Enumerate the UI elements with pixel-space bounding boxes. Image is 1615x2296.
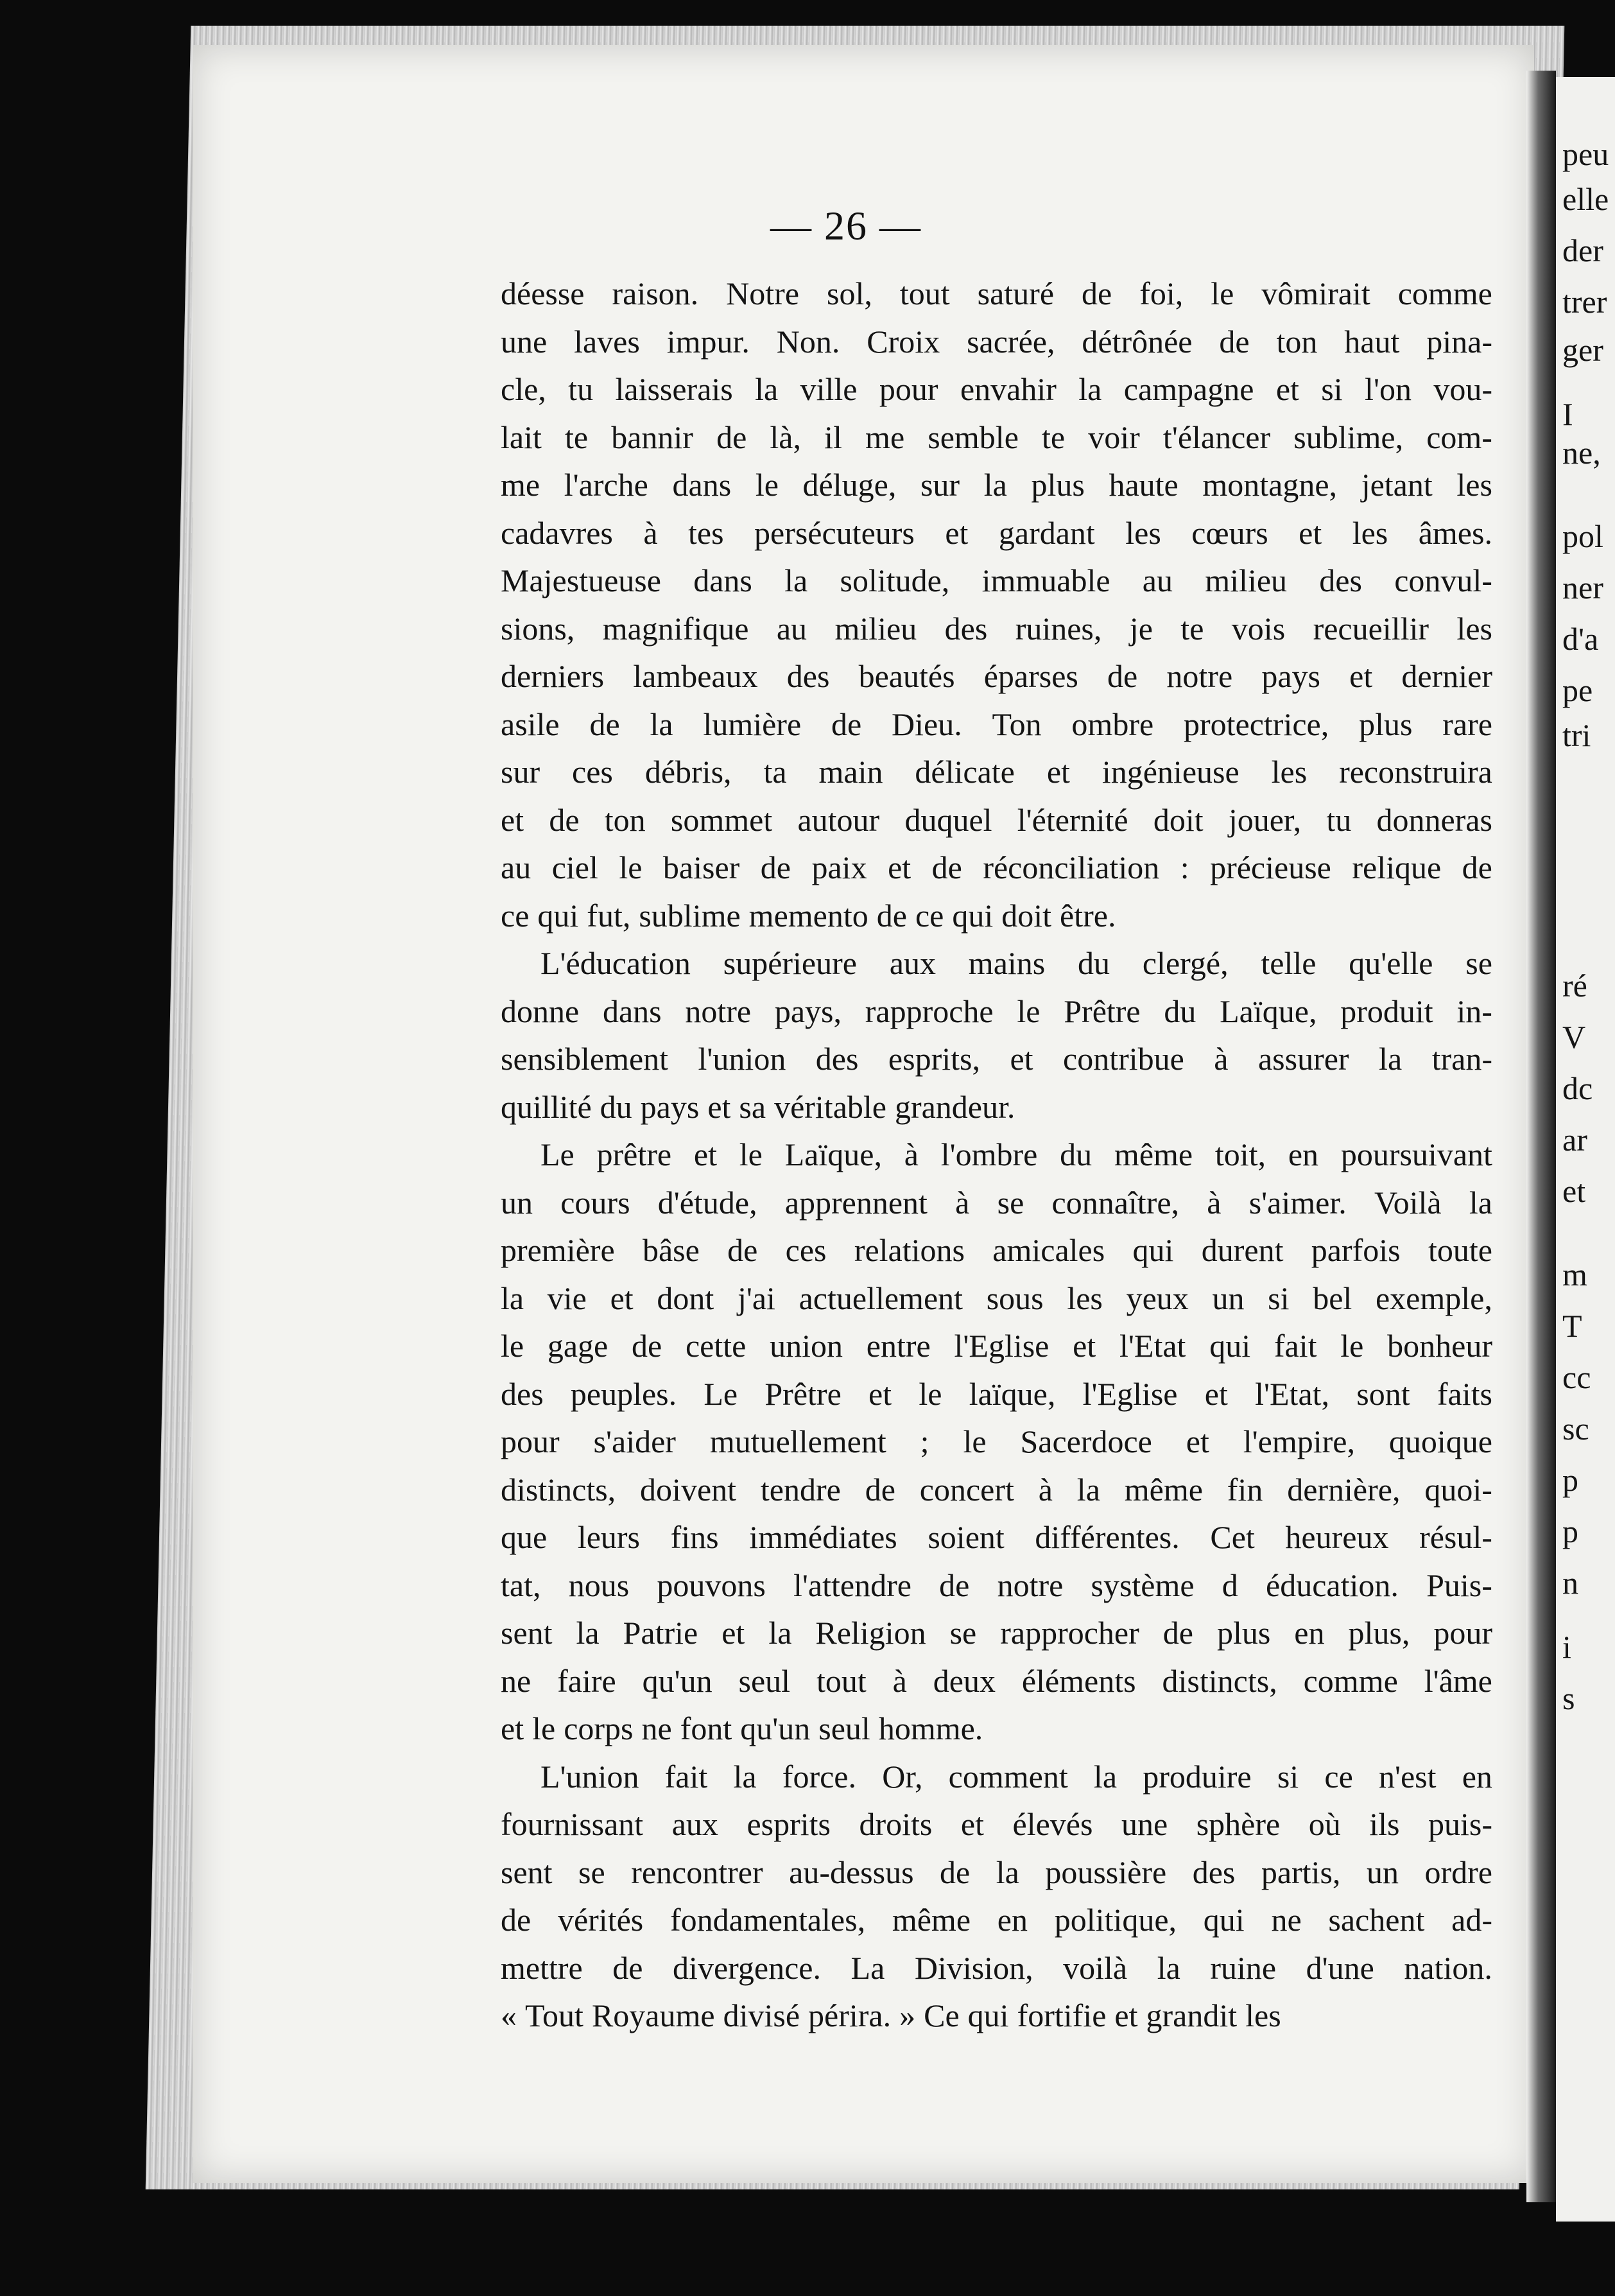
facing-page-fragment: ger — [1562, 332, 1603, 368]
facing-page-fragment: peu — [1562, 136, 1609, 172]
facing-page-fragment: trer — [1562, 284, 1607, 320]
text-line: asile de la lumière de Dieu. Ton ombre protectrice, plus rare — [501, 706, 1492, 742]
paragraph — [501, 1753, 1492, 2040]
facing-page-fragment: et — [1562, 1173, 1586, 1209]
facing-page-fragment: ner — [1562, 570, 1603, 605]
text-line: tat, nous pouvons l'attendre de notre système d éducation. Puis- — [501, 1567, 1492, 1603]
text-line: sur ces débris, ta main délicate et ingénieuse les reconstruira — [501, 754, 1492, 790]
text-line: cle, tu laisserais la ville pour envahir la campagne et si l'on vou- — [501, 371, 1492, 407]
text-line: la vie et dont j'ai actuellement sous les yeux un si bel exemple, — [501, 1280, 1492, 1316]
text-line: ne faire qu'un seul tout à deux éléments distincts, comme l'âme — [501, 1662, 1492, 1699]
text-line: sions, magnifique au milieu des ruines, je te vois recueillir les — [501, 610, 1492, 647]
facing-page-fragment: ré — [1562, 968, 1587, 1004]
book-gutter — [1526, 71, 1556, 2202]
text-line: fournissant aux esprits droits et élevés une sphère où ils puis- — [501, 1806, 1492, 1842]
text-line: et le corps ne font qu'un seul homme. — [501, 1710, 983, 1746]
paragraph — [501, 270, 1492, 939]
text-line: sensiblement l'union des esprits, et contribue à assurer la tran- — [501, 1041, 1492, 1077]
facing-page-fragment: cc — [1562, 1359, 1591, 1395]
text-line: et de ton sommet autour duquel l'éternité doit jouer, tu donneras — [501, 801, 1492, 838]
text-line: L'éducation supérieure aux mains du clergé, telle qu'elle se — [540, 945, 1492, 981]
facing-page-fragment: tri — [1562, 717, 1591, 753]
text-line: Le prêtre et le Laïque, à l'ombre du même toit, en poursuivant — [540, 1136, 1492, 1172]
facing-page-fragment: der — [1562, 232, 1603, 268]
text-line: sent la Patrie et la Religion se rapprocher de plus en plus, pour — [501, 1615, 1492, 1651]
text-line: me l'arche dans le déluge, sur la plus haute montagne, jetant les — [501, 467, 1492, 503]
facing-page-fragment: dc — [1562, 1070, 1593, 1106]
facing-page-fragment: s — [1562, 1680, 1575, 1716]
text-line: de vérités fondamentales, même en politique, qui ne sachent ad- — [501, 1902, 1492, 1938]
text-line: des peuples. Le Prêtre et le laïque, l'Eglise et l'Etat, sont faits — [501, 1375, 1492, 1412]
text-line: « Tout Royaume divisé périra. » Ce qui fortifie et grandit les — [501, 1997, 1281, 2033]
facing-page-fragment: I — [1562, 396, 1573, 432]
text-line: Majestueuse dans la solitude, immuable au milieu des convul- — [501, 562, 1492, 598]
facing-page-fragment: m — [1562, 1257, 1587, 1292]
facing-page-fragment: n — [1562, 1565, 1578, 1601]
paragraph — [501, 1131, 1492, 1753]
facing-page-fragment: i — [1562, 1629, 1571, 1665]
text-line: donne dans notre pays, rapproche le Prêtre du Laïque, produit in- — [501, 993, 1492, 1029]
text-line: lait te bannir de là, il me semble te voir t'élancer sublime, com- — [501, 419, 1492, 455]
body-text — [501, 270, 1492, 2040]
text-line: distincts, doivent tendre de concert à la même fin dernière, quoi- — [501, 1471, 1492, 1508]
text-line: première bâse de ces relations amicales qui durent parfois toute — [501, 1232, 1492, 1268]
facing-page-fragment: pe — [1562, 672, 1593, 708]
facing-page-fragment: ar — [1562, 1122, 1587, 1158]
text-line: un cours d'étude, apprennent à se connaître, à s'aimer. Voilà la — [501, 1184, 1492, 1221]
text-line: le gage de cette union entre l'Eglise et l'Etat qui fait le bonheur — [501, 1328, 1492, 1364]
facing-page-fragment: V — [1562, 1019, 1586, 1055]
text-line: pour s'aider mutuellement ; le Sacerdoce et l'empire, quoique — [501, 1423, 1492, 1459]
facing-page-fragment: sc — [1562, 1411, 1589, 1447]
text-line: déesse raison. Notre sol, tout saturé de foi, le vômirait comme — [501, 275, 1492, 311]
text-line: sent se rencontrer au-dessus de la poussière des partis, un ordre — [501, 1854, 1492, 1890]
facing-page-fragment: p — [1562, 1462, 1578, 1498]
facing-page-fragment: p — [1562, 1513, 1578, 1549]
text-line: que leurs fins immédiates soient différentes. Cet heureux résul- — [501, 1519, 1492, 1555]
text-line: mettre de divergence. La Division, voilà la ruine d'une nation. — [501, 1949, 1492, 1986]
paragraph — [501, 939, 1492, 1131]
facing-page-fragment: T — [1562, 1308, 1582, 1344]
text-line: cadavres à tes persécuteurs et gardant les cœurs et les âmes. — [501, 514, 1492, 551]
facing-page-edge — [1556, 77, 1615, 2222]
facing-page-fragment: d'a — [1562, 621, 1599, 657]
facing-page-fragment: elle — [1562, 181, 1609, 217]
text-line: derniers lambeaux des beautés éparses de notre pays et dernier — [501, 658, 1492, 694]
text-line: une laves impur. Non. Croix sacrée, détrônée de ton haut pina- — [501, 323, 1492, 360]
text-line: quillité du pays et sa véritable grandeur. — [501, 1088, 1015, 1125]
text-line: au ciel le baiser de paix et de réconciliation : précieuse relique de — [501, 849, 1492, 885]
facing-page-fragment: ne, — [1562, 435, 1601, 471]
text-line: L'union fait la force. Or, comment la produire si ce n'est en — [540, 1758, 1492, 1795]
text-line: ce qui fut, sublime memento de ce qui doit être. — [501, 897, 1116, 934]
page-number: — 26 — — [770, 203, 922, 248]
facing-page-fragment: pol — [1562, 518, 1603, 554]
